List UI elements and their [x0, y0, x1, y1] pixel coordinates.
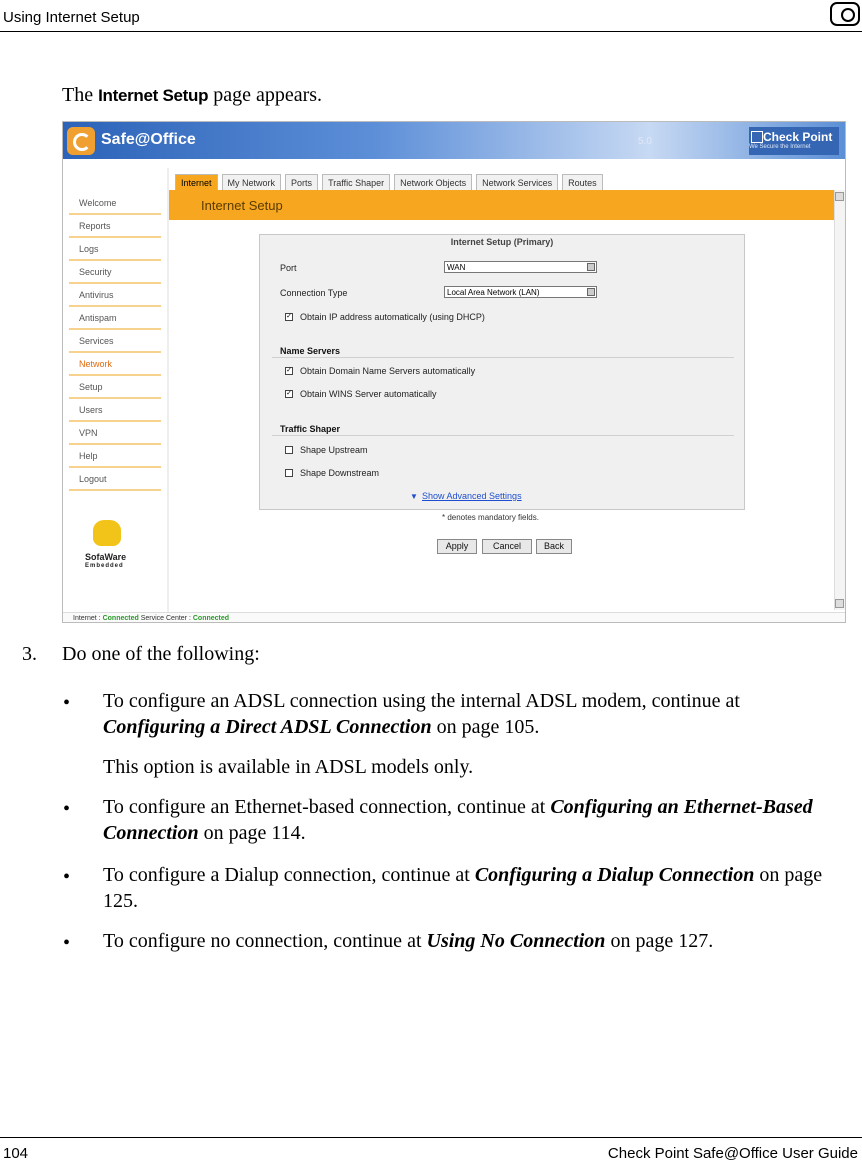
bullet-adsl [103, 688, 823, 740]
panel-title: Internet Setup (Primary) [450, 237, 554, 247]
sidebar-item-setup[interactable]: Setup [69, 376, 161, 399]
sidebar-item-logout[interactable]: Logout [69, 468, 161, 491]
sidebar-item-reports[interactable]: Reports [69, 215, 161, 238]
bullet-link-ethernet: Configuring an Ethernet-Based Connection [103, 796, 813, 844]
port-value: WAN [447, 263, 466, 272]
sidebar-item-vpn[interactable]: VPN [69, 422, 161, 445]
dns-label: Obtain Domain Name Servers automatically [300, 366, 476, 376]
sidebar-item-network[interactable]: Network [69, 353, 161, 376]
sofaware-mascot-icon [93, 520, 121, 546]
check-point-icon [751, 131, 763, 143]
back-button[interactable]: Back [536, 539, 572, 554]
tab-traffic-shaper[interactable]: Traffic Shaper [322, 174, 390, 191]
page-number: 104 [3, 1145, 29, 1162]
shape-downstream-checkbox[interactable] [285, 469, 293, 477]
bullet-text: on page 114. [198, 822, 306, 844]
sofaware-logo: SofaWare [85, 552, 127, 562]
sidebar-item-security[interactable]: Security [69, 261, 161, 284]
embedded-label: Embedded [85, 563, 124, 569]
sidebar-item-antivirus[interactable]: Antivirus [69, 284, 161, 307]
intro-pre: The [62, 84, 99, 106]
port-label: Port [280, 263, 297, 273]
port-select[interactable] [444, 261, 597, 273]
status-internet-label: Internet : [73, 615, 101, 622]
bullet-icon: • [63, 798, 71, 820]
page-footer [0, 1137, 862, 1164]
guide-title: Check Point Safe@Office User Guide [607, 1145, 858, 1162]
status-internet-value: Connected [102, 615, 139, 622]
scroll-down-icon[interactable] [835, 599, 844, 608]
wins-label: Obtain WINS Server automatically [300, 389, 437, 399]
page-header [0, 0, 862, 32]
section-divider [272, 435, 734, 436]
bullet-icon: • [63, 866, 71, 888]
bullet-link-no-connection: Using No Connection [426, 930, 606, 952]
bullet-text: To configure no connection, continue at [103, 930, 427, 952]
bullet-link-dialup: Configuring a Dialup Connection [474, 864, 755, 886]
page-title: Internet Setup [201, 198, 283, 213]
tab-network-objects[interactable]: Network Objects [394, 174, 472, 191]
bullet-text: on page 105. [431, 716, 540, 738]
sidebar-item-help[interactable]: Help [69, 445, 161, 468]
brand-name: Safe@Office [101, 131, 196, 148]
check-point-badge [749, 127, 839, 155]
vertical-scrollbar[interactable] [834, 190, 846, 610]
sidebar-item-antispam[interactable]: Antispam [69, 307, 161, 330]
connection-type-label: Connection Type [280, 288, 348, 298]
status-bar [63, 612, 845, 623]
shape-downstream-label: Shape Downstream [300, 468, 380, 478]
bullet-link-adsl: Configuring a Direct ADSL Connection [103, 716, 432, 738]
step-text: Do one of the following: [62, 643, 260, 665]
dhcp-checkbox[interactable]: ✓ [286, 313, 292, 320]
triangle-down-icon: ▼ [410, 492, 418, 501]
connection-type-value: Local Area Network (LAN) [447, 288, 540, 297]
shape-upstream-checkbox[interactable] [285, 446, 293, 454]
tab-ports[interactable]: Ports [285, 174, 318, 191]
wins-checkbox[interactable]: ✓ [286, 390, 292, 397]
step-number: 3. [22, 643, 37, 665]
tab-internet[interactable]: Internet [175, 174, 218, 191]
bullet-text: on page 127. [605, 930, 714, 952]
shape-upstream-label: Shape Upstream [300, 445, 368, 455]
apply-button[interactable]: Apply [437, 539, 477, 554]
internet-setup-screenshot [62, 121, 846, 623]
dhcp-label: Obtain IP address automatically (using DHCP) [300, 312, 485, 322]
bullet-icon: • [63, 692, 71, 714]
chevron-down-icon [587, 288, 595, 296]
sidebar-divider [167, 168, 169, 612]
adsl-note: This option is available in ADSL models only. [103, 756, 474, 778]
intro-post: page appears. [208, 84, 323, 106]
tab-my-network[interactable]: My Network [222, 174, 282, 191]
sidebar-menu [69, 192, 161, 491]
bullet-text: on page 125. [103, 864, 823, 912]
sidebar-item-users[interactable]: Users [69, 399, 161, 422]
section-divider [272, 357, 734, 358]
tab-routes[interactable]: Routes [562, 174, 603, 191]
vendor-name: Check Point [763, 130, 833, 144]
traffic-shaper-heading: Traffic Shaper [280, 424, 341, 434]
intro-bold: Internet Setup [98, 86, 209, 105]
version: 5.0 [638, 136, 652, 147]
safe-at-office-logo-icon [67, 127, 95, 155]
sidebar-item-services[interactable]: Services [69, 330, 161, 353]
dns-checkbox[interactable]: ✓ [286, 367, 292, 374]
bullet-text: To configure an ADSL connection using the internal ADSL modem, continue at [103, 690, 740, 712]
page-title-bar [169, 190, 834, 220]
bullet-ethernet [103, 794, 823, 846]
scroll-up-icon[interactable] [835, 192, 844, 201]
connection-type-select[interactable] [444, 286, 597, 298]
sidebar-item-logs[interactable]: Logs [69, 238, 161, 261]
mandatory-note: * denotes mandatory fields. [442, 513, 539, 522]
bullet-icon: • [63, 932, 71, 954]
bullet-no-connection [103, 928, 823, 954]
sidebar-item-welcome[interactable]: Welcome [69, 192, 161, 215]
tab-network-services[interactable]: Network Services [476, 174, 558, 191]
cancel-button[interactable]: Cancel [482, 539, 532, 554]
chevron-down-icon [587, 263, 595, 271]
name-servers-heading: Name Servers [280, 346, 341, 356]
internet-setup-panel [259, 234, 745, 510]
app-banner [63, 122, 845, 159]
check-point-logo-icon [830, 2, 860, 26]
show-advanced-settings-link[interactable]: Show Advanced Settings [422, 491, 522, 501]
header-title: Using Internet Setup [3, 9, 140, 26]
status-service-value: Connected [192, 615, 230, 622]
status-service-label: Service Center : [140, 615, 191, 622]
bullet-dialup [103, 862, 823, 914]
vendor-tagline: We Secure the Internet [749, 144, 811, 150]
tab-bar [175, 174, 607, 190]
bullet-text: To configure an Ethernet-based connection, continue at [103, 796, 551, 818]
bullet-text: To configure a Dialup connection, continue at [103, 864, 475, 886]
intro-paragraph [62, 84, 322, 107]
